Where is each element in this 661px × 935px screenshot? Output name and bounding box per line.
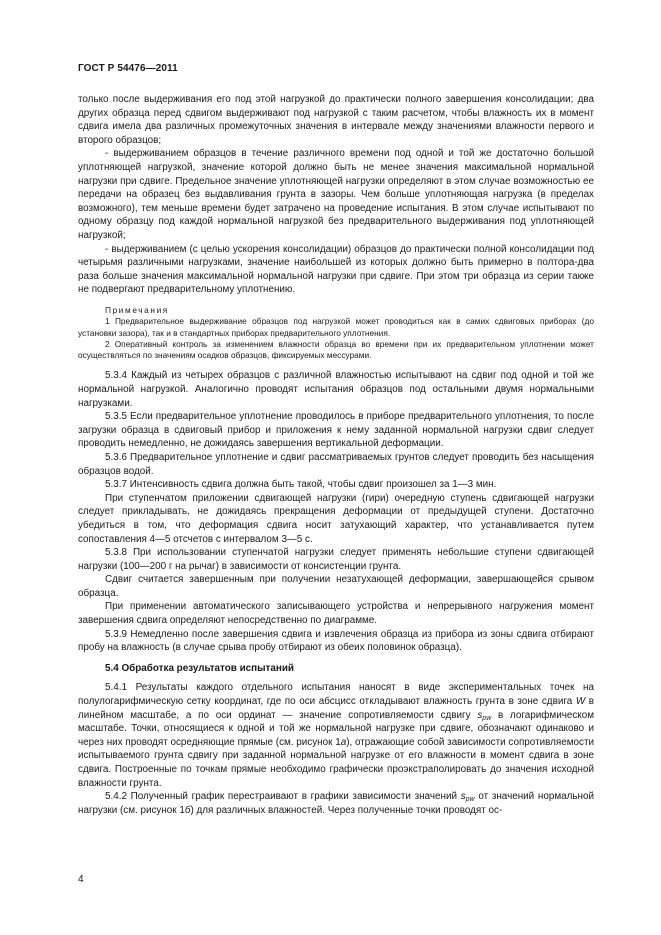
notes-heading: Примечания bbox=[105, 304, 169, 315]
clause-5-3-8: 5.3.8 При использовании ступенчатой нагрузки следует применять небольшие ступени сдвигающей нагрузки (100—200 г на рычаг) в зависимости от консистенции грунта. bbox=[78, 547, 594, 572]
text-run: от значений нормальной нагрузки (см. рисунок 1 bbox=[78, 791, 594, 816]
clause-5-3-7: 5.3.7 Интенсивность сдвига должна быть такой, чтобы сдвиг произошел за 1—3 мин. bbox=[105, 479, 497, 491]
page-number: 4 bbox=[78, 874, 84, 885]
subscript-pw: pw bbox=[465, 796, 475, 804]
text-run: 5.4.2 Полученный график перестраивают в графики зависимости значений bbox=[105, 791, 461, 803]
document-header: ГОСТ Р 54476—2011 bbox=[78, 63, 178, 74]
variable-s: s bbox=[460, 791, 466, 803]
clause-5-4-2 bbox=[78, 790, 594, 817]
section-heading: 5.4 Обработка результатов испытаний bbox=[105, 662, 294, 674]
figure-ref-a: а bbox=[340, 736, 347, 748]
variable-w: W bbox=[575, 696, 586, 708]
text-run: ), отражающие собой зависимости сопротивляемости испытываемого грунта сдвигу при заданной нормальной нагрузке от его влажности в момент сдвига в зоне сдвига. Построенные по точкам прямые необходимо графически проэкстраполировать до значения исходной влажности грунта. bbox=[78, 736, 594, 789]
clause-5-3-5: 5.3.5 Если предварительное уплотнение проводилось в приборе предварительного уплотнения, то после загрузки образца в сдвиговый прибор и приложения к нему заданной нормальной нагрузки сдвиг следует проводить немедленно, не дожидаясь завершения вертикальной деформации. bbox=[78, 411, 594, 450]
paragraph: При ступенчатом приложении сдвигающей нагрузки (гири) очередную ступень сдвигающей нагрузки следует прикладывать, не дожидаясь прекращения деформации от предыдущей ступени. Достаточно убедиться в том, что деформация сдвига носит затухающий характер, что устанавливается путем сопоставления 4—5 отсчетов с интервалом 3—5 с. bbox=[78, 492, 594, 545]
text-run: в логарифмическом масштабе. Точки, относящиеся к одной и той же нормальной нагрузке при сдвиге, обозначают одинаково и через них проводят осредняющие прямые (см. рисунок 1 bbox=[78, 709, 594, 748]
paragraph: Сдвиг считается завершенным при получении незатухающей деформации, завершающейся срывом образца. bbox=[78, 574, 594, 599]
clause-5-3-9: 5.3.9 Немедленно после завершения сдвига и извлечения образца из прибора из зоны сдвига отбирают пробу на влажность (в случае срыва пробу отбирают из обеих половинок образца). bbox=[78, 628, 594, 654]
note-item: 1 Предварительное выдерживание образцов под нагрузкой может проводиться как в самих сдвиговых приборах (до установки зазора), так и в стандартных приборах предварительного уплотнения. bbox=[78, 316, 594, 338]
paragraph: При применении автоматического записывающего устройства и непрерывного нагружения момент завершения сдвига определяют непосредственно по диаграмме. bbox=[78, 601, 594, 627]
note-item: 2 Оперативный контроль за изменением влажности образца во времени при их предварительном уплотнении может осуществляться по значениям осадков образцов, фиксируемых мессурами. bbox=[78, 338, 594, 361]
figure-ref-b: б bbox=[184, 804, 191, 816]
clause-5-4-1 bbox=[78, 681, 594, 790]
subscript-pw: pw bbox=[482, 714, 492, 722]
variable-s: s bbox=[477, 709, 483, 721]
text-run: ) для различных влажностей. Через полученные точки проводят ос- bbox=[190, 804, 503, 816]
text-run: 5.4.1 Результаты каждого отдельного испытания наносят в виде экспериментальных точек на полулогарифмическую сетку координат, где по оси абсцисс откладывают влажность грунта в зоне сдвига bbox=[78, 682, 594, 708]
clause-5-3-4: 5.3.4 Каждый из четырех образцов с различной влажностью испытывают на сдвиг под одной и той же нормальной нагрузкой. Аналогично проводят испытания образцов под остальными двумя нормальными нагрузками. bbox=[78, 370, 594, 409]
paragraph: - выдерживанием образцов в течение различного времени под одной и той же достаточно большой уплотняющей нагрузкой, значение которой должно быть не менее значения максимальной нормальной нагрузки при сдвиге. Предельное значение уплотняющей нагрузки определяют в этом случае возможностью ее передачи на образец без выдавливания грунта в зазоры. Чем больше уплотняющая нагрузка (в пределах возможного), тем меньше времени будет затрачено на проведение испытания. В этом случае испытывают по одному образцу под каждой нормальной нагрузкой без предварительного выдерживания под уплотняющей нагрузкой; bbox=[78, 148, 594, 241]
paragraph: только после выдерживания его под этой нагрузкой до практически полного завершения консолидации; два других образца перед сдвигом выдерживают под нагрузкой с таким расчетом, чтобы влажность их в момент сдвига имела два различных промежуточных значения в интервале между значениями влажности первого и второго образцов; bbox=[78, 94, 594, 146]
document-body bbox=[78, 93, 594, 817]
paragraph: - выдерживанием (с целью ускорения консолидации) образцов до практически полной консолидации под четырьмя различными нагрузками, значение наибольшей из которых должно быть примерно в полтора-два раза больше значения максимальной нормальной нагрузки при сдвиге. При этом три образца из серии также не подвергают предварительному уплотнению. bbox=[78, 243, 594, 296]
text-run: в линейном масштабе, а по оси ординат — значение сопротивляемости сдвигу bbox=[78, 696, 594, 721]
notes-block bbox=[78, 305, 594, 361]
clause-5-3-6: 5.3.6 Предварительное уплотнение и сдвиг рассматриваемых грунтов следует проводить без насыщения образцов водой. bbox=[78, 451, 594, 477]
